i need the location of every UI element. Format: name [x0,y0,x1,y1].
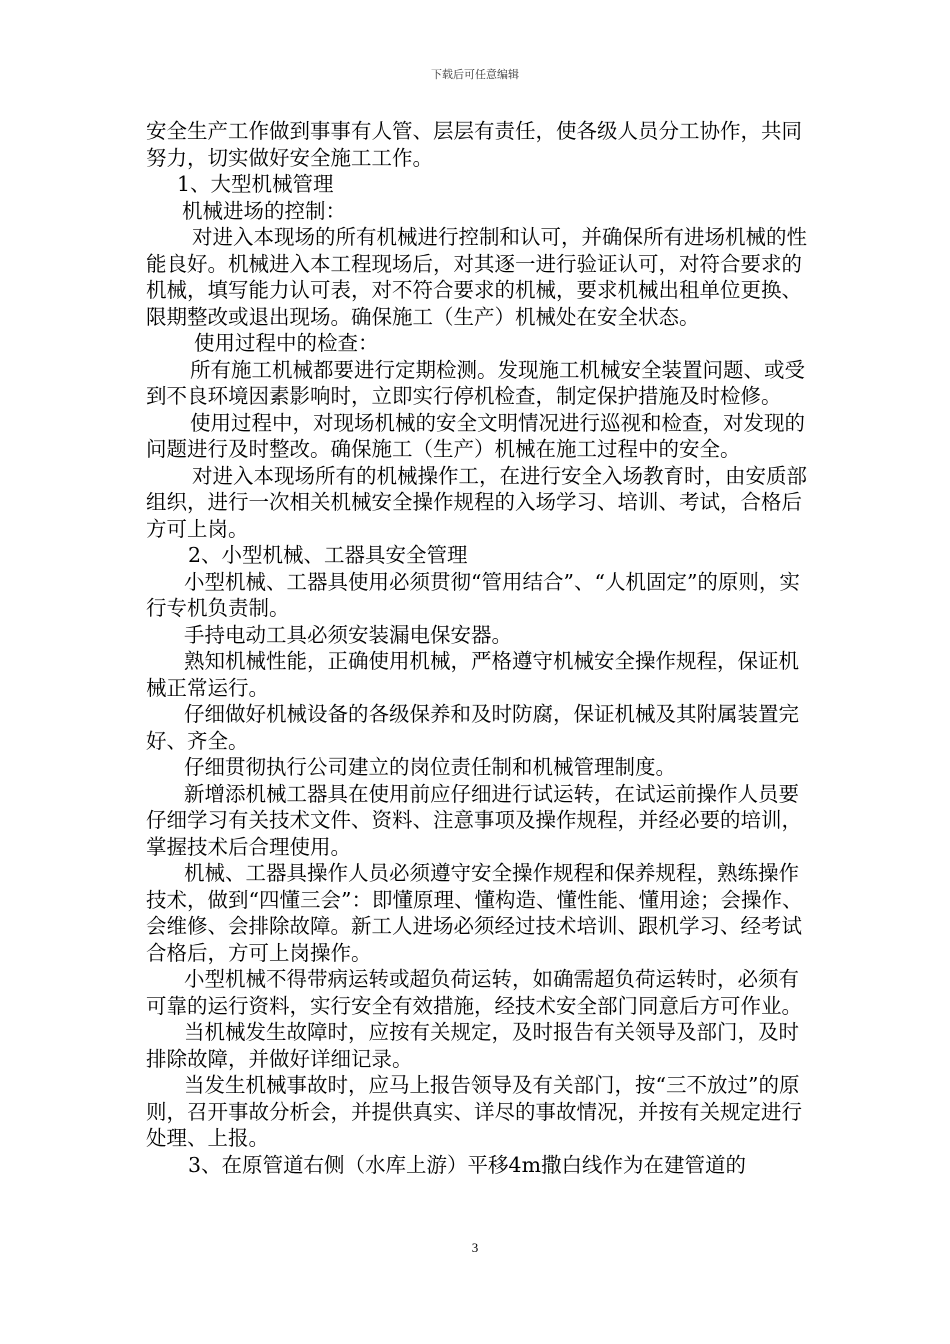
page-header: 下载后可任意编辑 [431,68,519,81]
paragraph: 当发生机械事故时，应马上报告领导及有关部门，按“三不放过”的原则，召开事故分析会，并提供真实、详尽的事故情况，并按有关规定进行处理、上报。 [146,1073,802,1150]
paragraph: 3、在原管道右侧（水库上游）平移4m撒白线作为在建管道的 [188,1152,747,1177]
paragraph: 手持电动工具必须安装漏电保安器。 [184,622,512,647]
paragraph: 使用过程中的检查： [194,331,379,355]
paragraph: 2、小型机械、工器具安全管理 [188,543,468,567]
paragraph: 对进入本现场所有的机械操作工，在进行安全入场教育时，由安质部组织，进行一次相关机械安全操作规程的入场学习、培训、考试，合格后方可上岗。 [146,463,807,541]
paragraph: 新增添机械工器具在使用前应仔细进行试运转，在试运前操作人员要仔细学习有关技术文件、资料、注意事项及操作规程，并经必要的培训，掌握技术后合理使用。 [146,781,802,859]
paragraph: 小型机械、工器具使用必须贯彻“管用结合”、“人机固定”的原则，实行专机负责制。 [146,569,800,620]
page-number: 3 [471,1240,479,1255]
paragraph: 使用过程中，对现场机械的安全文明情况进行巡视和检查，对发现的问题进行及时整改。确保施工（生产）机械在施工过程中的安全。 [146,410,805,461]
paragraph: 机械进场的控制： [182,198,346,223]
paragraph: 当机械发生故障时，应按有关规定，及时报告有关领导及部门，及时排除故障，并做好详细记录。 [146,1020,799,1071]
paragraph: 对进入本现场的所有机械进行控制和认可，并确保所有进场机械的性能良好。机械进入本工程现场后，对其逐一进行验证认可，对符合要求的机械，填写能力认可表，对不符合要求的机械，要求机械出租单位更换、限期整改或退出现场。确保施工（生产）机械处在安全状态。 [146,225,807,329]
paragraph: 机械、工器具操作人员必须遵守安全操作规程和保养规程，熟练操作技术，做到“四懂三会”：即懂原理、懂构造、懂性能、懂用途；会操作、会维修、会排除故障。新工人进场必须经过技术培训、跟机学习、经考试合格后，方可上岗操作。 [146,861,803,965]
paragraph: 仔细做好机械设备的各级保养和及时防腐，保证机械及其附属装置完好、齐全。 [146,702,799,753]
paragraph: 仔细贯彻执行公司建立的岗位责任制和机械管理制度。 [184,755,676,779]
paragraph: 小型机械不得带病运转或超负荷运转，如确需超负荷运转时，必须有可靠的运行资料，实行安全有效措施，经技术安全部门同意后方可作业。 [146,967,802,1018]
paragraph: 安全生产工作做到事事有人管、层层有责任，使各级人员分工协作，共同努力，切实做好安全施工工作。 [146,119,802,170]
paragraph: 熟知机械性能，正确使用机械，严格遵守机械安全操作规程，保证机械正常运行。 [146,649,799,700]
paragraph: 所有施工机械都要进行定期检测。发现施工机械安全装置问题、或受到不良环境因素影响时，立即实行停机检查，制定保护措施及时检修。 [146,357,805,408]
paragraph: 1、大型机械管理 [177,172,334,196]
document-body [146,118,812,1178]
